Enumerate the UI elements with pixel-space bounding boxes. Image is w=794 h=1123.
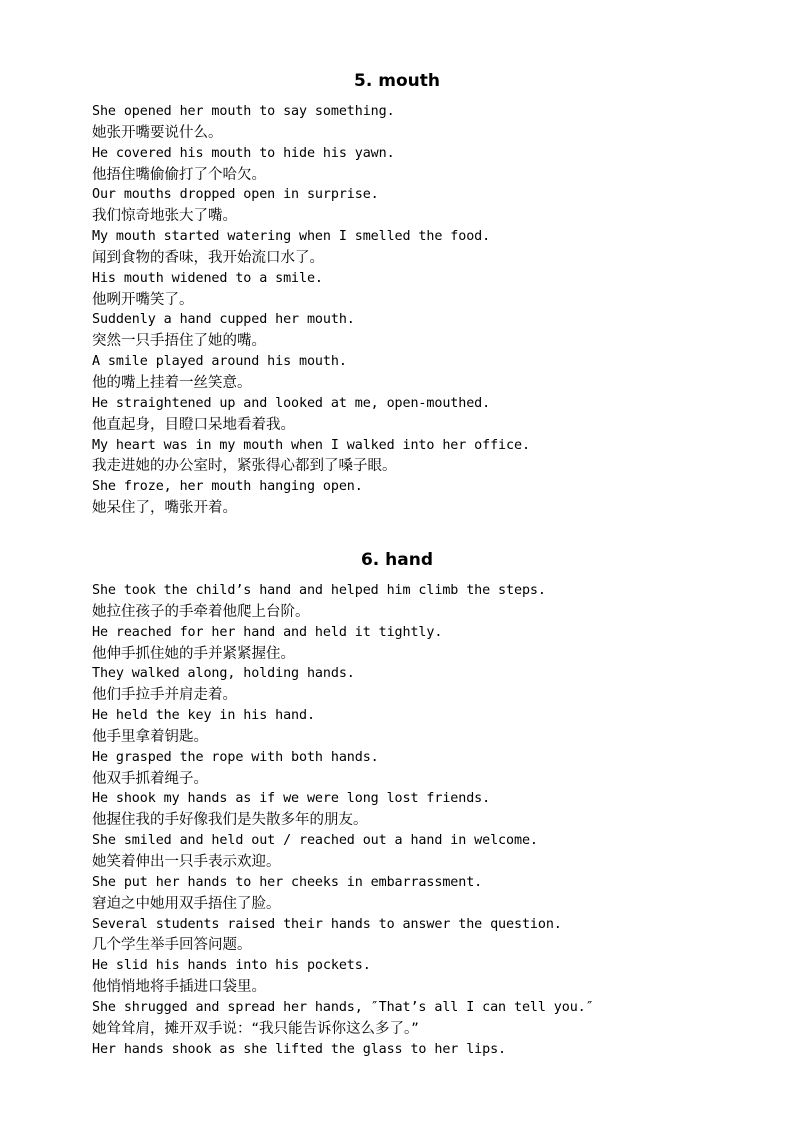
chinese-translation: 她张开嘴要说什么。 (92, 124, 223, 141)
section-title-hand: 6. hand (360, 550, 434, 570)
chinese-translation: 她耸耸肩，摊开双手说：“我只能告诉你这么多了。” (92, 1020, 419, 1037)
english-sentence: She froze, her mouth hanging open. (92, 479, 363, 495)
english-sentence: He held the key in his hand. (92, 708, 315, 724)
english-sentence: He straightened up and looked at me, open-mouthed. (92, 395, 491, 411)
english-sentence: She smiled and held out / reached out a hand in welcome. (92, 833, 538, 849)
english-sentence: He reached for her hand and held it tightly. (92, 624, 443, 640)
sentence-list-mouth (92, 102, 752, 519)
english-sentence: My mouth started watering when I smelled the food. (92, 229, 491, 245)
english-sentence: His mouth widened to a smile. (92, 270, 323, 286)
chinese-translation: 闻到食物的香味，我开始流口水了。 (92, 249, 324, 266)
chinese-translation: 他伸手抓住她的手并紧紧握住。 (92, 645, 295, 662)
sentence-list-hand (92, 581, 752, 1060)
english-sentence: A smile played around his mouth. (92, 354, 347, 370)
english-sentence: They walked along, holding hands. (92, 666, 355, 682)
english-sentence: He shook my hands as if we were long lost friends. (92, 791, 491, 807)
english-sentence: He covered his mouth to hide his yawn. (92, 145, 395, 161)
chinese-translation: 她笑着伸出一只手表示欢迎。 (92, 853, 281, 870)
chinese-translation: 她拉住孩子的手牵着他爬上台阶。 (92, 603, 310, 620)
english-sentence: She shrugged and spread her hands, ″That’s all I can tell you.″ (92, 999, 594, 1015)
english-sentence: He slid his hands into his pockets. (92, 958, 371, 974)
chinese-translation: 我们惊奇地张大了嘴。 (92, 208, 237, 225)
chinese-translation: 他握住我的手好像我们是失散多年的朋友。 (92, 812, 368, 829)
chinese-translation: 他捂住嘴偷偷打了个哈欠。 (92, 166, 266, 183)
section-title-mouth: 5. mouth (354, 71, 440, 91)
chinese-translation: 窘迫之中她用双手捂住了脸。 (92, 895, 281, 912)
chinese-translation: 他的嘴上挂着一丝笑意。 (92, 374, 252, 391)
chinese-translation: 我走进她的办公室时，紧张得心都到了嗓子眼。 (92, 458, 397, 475)
chinese-translation: 他双手抓着绳子。 (92, 770, 208, 787)
english-sentence: Several students raised their hands to answer the question. (92, 916, 562, 932)
english-sentence: My heart was in my mouth when I walked into her office. (92, 437, 530, 453)
english-sentence: She opened her mouth to say something. (92, 104, 395, 119)
chinese-translation: 他直起身，目瞪口呆地看着我。 (92, 416, 295, 433)
english-sentence: She put her hands to her cheeks in embarrassment. (92, 874, 483, 890)
english-sentence: Her hands shook as she lifted the glass to her lips. (92, 1041, 507, 1057)
chinese-translation: 他咧开嘴笑了。 (92, 291, 194, 308)
english-sentence: Suddenly a hand cupped her mouth. (92, 312, 355, 328)
english-sentence: She took the child’s hand and helped him climb the steps. (92, 583, 546, 598)
chinese-translation: 他手里拿着钥匙。 (92, 728, 208, 745)
chinese-translation: 他悄悄地将手插进口袋里。 (92, 979, 266, 996)
chinese-translation: 突然一只手捂住了她的嘴。 (92, 333, 266, 350)
chinese-translation: 他们手拉手并肩走着。 (92, 687, 237, 704)
english-sentence: Our mouths dropped open in surprise. (92, 187, 379, 203)
chinese-translation: 她呆住了，嘴张开着。 (92, 500, 237, 517)
english-sentence: He grasped the rope with both hands. (92, 749, 379, 765)
chinese-translation: 几个学生举手回答问题。 (92, 937, 252, 954)
